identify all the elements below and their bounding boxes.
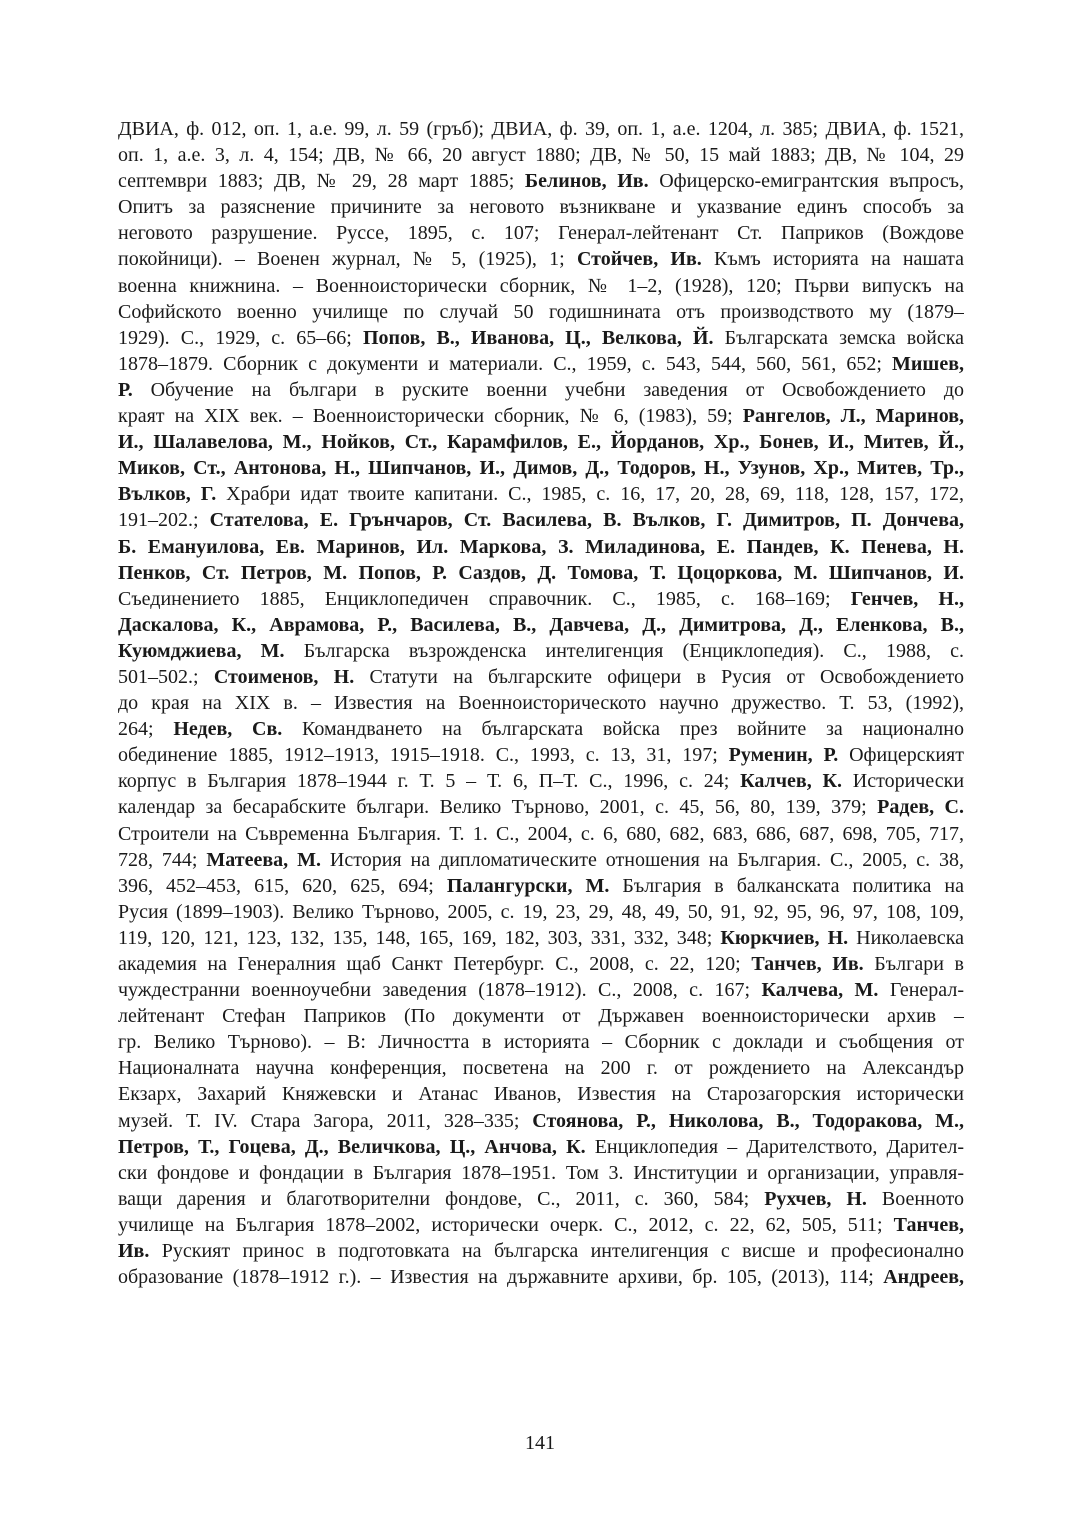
author-name: Петров, Т., Гоцева, Д., Величкова, Ц., Анчова, К. (118, 1135, 586, 1158)
citation-text: ващи дарения и благотворителни фондове, С., 2011, с. 360, 584; (118, 1187, 765, 1210)
citation-text: 191–202.; (118, 509, 210, 532)
text-line (118, 638, 964, 664)
text-line (118, 977, 964, 1003)
author-name: Пенков, Ст. Петров, М. Попов, Р. Саздов, Д. Томова, Т. Цоцоркова, М. Шипчанов, И. (118, 561, 964, 584)
author-name: Миков, Ст., Антонова, Н., Шипчанов, И., Димов, Д., Тодоров, Н., Узунов, Хр., Митев, Тр., (118, 457, 964, 480)
text-line (118, 1029, 964, 1055)
text-line (118, 768, 964, 794)
citation-text: военна книжнина. – Военноисторически сборник, № 1–2, (1928), 120; Първи випускъ на (118, 274, 964, 297)
text-line (118, 1081, 964, 1107)
text-line (118, 586, 964, 612)
bibliography-paragraph (118, 116, 964, 1290)
text-line (118, 1003, 964, 1029)
author-name: Калчева, М. (761, 979, 879, 1002)
citation-text: музей. Т. IV. Стара Загора, 2011, 328–335; (118, 1109, 533, 1132)
citation-text: Къмъ историята на нашата (701, 248, 964, 271)
citation-text: Строители на Съвременна България. Т. 1. С., 2004, с. 6, 680, 682, 683, 686, 687, 698, 705, 717, (118, 822, 964, 845)
citation-text: оп. 1, а.е. 3, л. 4, 154; ДВ, № 66, 20 август 1880; ДВ, № 50, 15 май 1883; ДВ, № 104, 29 (118, 144, 964, 167)
text-line (118, 325, 964, 351)
text-line (118, 299, 964, 325)
citation-text: Статути на българските офицери в Русия от Освобождението (354, 665, 964, 688)
text-line (118, 351, 964, 377)
citation-text: 1929). С., 1929, с. 65–66; (118, 326, 363, 349)
citation-text: 119, 120, 121, 123, 132, 135, 148, 165, 169, 182, 303, 331, 332, 348; (118, 926, 721, 949)
author-name: Стоянова, Р., Николова, В., Тодоракова, М., (532, 1109, 964, 1132)
citation-text: Исторически (842, 770, 964, 793)
citation-text: чуждестранни военноучебни заведения (1878–1912). С., 2008, с. 167; (118, 979, 762, 1002)
citation-text: неговото разрушение. Руссе, 1895, с. 107; Генерал-лейтенант Ст. Паприков (Вождове (118, 222, 964, 245)
author-name: Радев, С. (877, 796, 964, 819)
text-line (118, 794, 964, 820)
text-line (118, 716, 964, 742)
author-name: Рухчев, Н. (764, 1187, 867, 1210)
author-name: Стателова, Е. Грънчаров, Ст. Василева, В. Вълков, Г. Димитров, П. Дончева, (209, 509, 964, 532)
citation-text: Офицерският (838, 744, 964, 767)
citation-text: Опитъ за разяснение причините за неговото възникване и указвание единъ способъ за (118, 196, 964, 219)
citation-text: Софийското военно училище по случай 50 годишнината отъ производството му (1879– (118, 300, 964, 323)
citation-text: гр. Велико Търново). – В: Личността в историята – Сборник с доклади и съобщения от (118, 1031, 964, 1054)
text-line (118, 925, 964, 951)
text-line (118, 1238, 964, 1264)
author-name: Танчев, (893, 1213, 964, 1236)
text-line (118, 429, 964, 455)
text-line (118, 377, 964, 403)
author-name: Куюмджиева, М. (118, 639, 285, 662)
citation-text: Съединението 1885, Енциклопедичен справочник. С., 1985, с. 168–169; (118, 587, 851, 610)
author-name: Генчев, Н., (850, 587, 964, 610)
citation-text: училище на България 1878–2002, исторически очерк. С., 2012, с. 22, 62, 505, 511; (118, 1213, 894, 1236)
citation-text: Българи в (863, 953, 964, 975)
citation-text: обединение 1885, 1912–1913, 1915–1918. С., 1993, с. 13, 31, 197; (118, 744, 729, 767)
text-line (118, 481, 964, 507)
author-name: Вълков, Г. (118, 483, 217, 506)
author-name: Стойчев, Ив. (576, 248, 702, 271)
text-line (118, 847, 964, 873)
author-name: Танчев, Ив. (751, 953, 864, 975)
text-line (118, 951, 964, 977)
citation-text: краят на XIX век. – Военноисторически сборник, № 6, (1983), 59; (118, 405, 743, 428)
citation-text: Русия (1899–1903). Велико Търново, 2005, с. 19, 23, 29, 48, 49, 50, 91, 92, 95, 96, 97, 108, 109, (118, 900, 964, 923)
text-line (118, 690, 964, 716)
text-line (118, 507, 964, 533)
citation-text: 264; (118, 718, 174, 741)
author-name: Б. Емануилова, Ев. Маринов, Ил. Маркова, З. Миладинова, Е. Пандев, К. Пенева, Н. (118, 535, 964, 558)
author-name: Р. (118, 378, 133, 401)
citation-text: академия на Генералния щаб Санкт Петербург. С., 2008, с. 22, 120; (118, 953, 752, 975)
text-line (118, 1186, 964, 1212)
author-name: Недев, Св. (173, 718, 283, 741)
text-line (118, 560, 964, 586)
citation-text: до края на XIX в. – Известия на Военноисторическото научно дружество. Т. 53, (1992), (118, 692, 964, 715)
author-name: Андреев, (883, 1266, 964, 1289)
author-name: Даскалова, К., Аврамова, Р., Василева, В., Давчева, Д., Димитрова, Д., Еленкова, В., (118, 613, 964, 636)
text-line (118, 246, 964, 272)
text-line (118, 873, 964, 899)
author-name: Руменин, Р. (728, 744, 839, 767)
text-line (118, 1160, 964, 1186)
citation-text: 501–502.; (118, 665, 214, 688)
text-line (118, 612, 964, 638)
citation-text: образование (1878–1912 г.). – Известия на държавните архиви, бр. 105, (2013), 114; (118, 1266, 884, 1289)
citation-text: ски фондове и фондации в България 1878–1951. Том 3. Институции и организации, управля- (118, 1161, 964, 1184)
citation-text: септември 1883; ДВ, № 29, 28 март 1885; (118, 170, 525, 193)
citation-text: Храбри идат твоите капитани. С., 1985, с. 16, 17, 20, 28, 69, 118, 128, 157, 172, (216, 483, 964, 506)
text-line (118, 664, 964, 690)
text-line (118, 1212, 964, 1238)
citation-text: Руският принос в подготовката на българска интелигенция с висше и професионално (149, 1240, 964, 1263)
citation-text: Българската земска войска (713, 326, 964, 349)
text-line (118, 273, 964, 299)
citation-text: Обучение на българи в руските военни учебни заведения от Освобождението до (132, 378, 964, 401)
citation-text: 1878–1879. Сборник с документи и материали. С., 1959, с. 543, 544, 560, 561, 652; (118, 352, 893, 375)
citation-text: Командването на българската войска през войните за национално (282, 718, 964, 741)
citation-text: Военното (866, 1187, 964, 1210)
text-line (118, 194, 964, 220)
author-name: Палангурски, М. (446, 874, 610, 897)
author-name: Ив. (118, 1240, 150, 1263)
author-name: И., Шалавелова, М., Нойков, Ст., Карамфилов, Е., Йорданов, Хр., Бонев, И., Митев, Й., (118, 431, 964, 454)
author-name: Рангелов, Л., Маринов, (742, 405, 964, 428)
text-line (118, 742, 964, 768)
citation-text: Българска възрожденска интелигенция (Енциклопедия). С., 1988, с. (284, 639, 964, 662)
text-line (118, 220, 964, 246)
text-line (118, 1264, 964, 1290)
text-line (118, 1134, 964, 1160)
citation-text: 396, 452–453, 615, 620, 625, 694; (118, 874, 447, 897)
citation-text: покойници). – Военен журнал, № 5, (1925), 1; (118, 248, 577, 271)
author-name: Стоименов, Н. (213, 665, 355, 688)
citation-text: Генерал- (878, 979, 964, 1002)
text-line (118, 534, 964, 560)
citation-text: корпус в България 1878–1944 г. Т. 5 – Т. 6, П–Т. С., 1996, с. 24; (118, 770, 741, 793)
text-line (118, 1108, 964, 1134)
author-name: Кюркчиев, Н. (720, 926, 849, 949)
author-name: Калчев, К. (740, 770, 842, 793)
citation-text: Николаевска (848, 926, 964, 949)
citation-text: Офицерско-емигрантския въпросъ, (648, 170, 964, 193)
text-line (118, 403, 964, 429)
text-line (118, 116, 964, 142)
author-name: Матеева, М. (206, 848, 321, 871)
citation-text: календар за бесарабските българи. Велико Търново, 2001, с. 45, 56, 80, 139, 379; (118, 796, 878, 819)
text-line (118, 168, 964, 194)
text-line (118, 455, 964, 481)
citation-text: Екзарх, Захарий Княжевски и Атанас Иванов, Известия на Старозагорския исторически (118, 1083, 964, 1106)
text-line (118, 1055, 964, 1081)
citation-text: 728, 744; (118, 848, 207, 871)
author-name: Белинов, Ив. (524, 170, 649, 193)
page-number: 141 (525, 1432, 555, 1454)
author-name: Попов, В., Иванова, Ц., Велкова, Й. (362, 326, 714, 349)
text-line (118, 821, 964, 847)
citation-text: Националната научна конференция, посветена на 200 г. от рождението на Александър (118, 1057, 964, 1080)
citation-text: Енциклопедия – Дарителството, Дарител- (585, 1135, 964, 1158)
citation-text: История на дипломатическите отношения на България. С., 2005, с. 38, (320, 848, 964, 871)
citation-text: лейтенант Стефан Паприков (По документи от Държавен военноисторически архив – (118, 1005, 964, 1028)
citation-text: България в балканската политика на (609, 874, 964, 897)
citation-text: ДВИА, ф. 012, оп. 1, а.е. 99, л. 59 (гръб); ДВИА, ф. 39, оп. 1, а.е. 1204, л. 385; ДВИА, ф. 1521, (118, 118, 964, 140)
author-name: Мишев, (892, 352, 964, 375)
text-line (118, 142, 964, 168)
text-line (118, 899, 964, 925)
